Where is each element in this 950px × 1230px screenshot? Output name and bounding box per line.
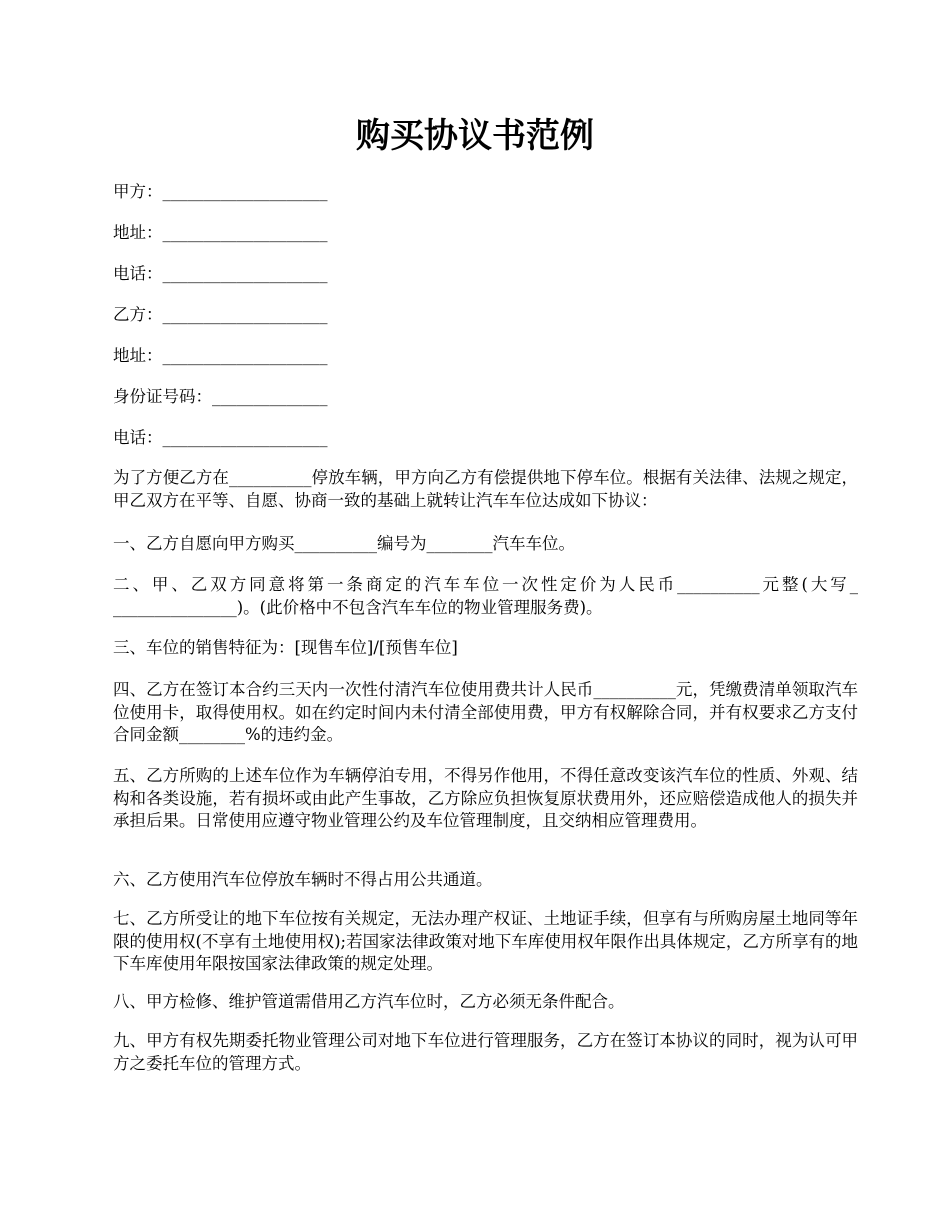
party-b-address-field: 地址：____________________ (113, 346, 328, 365)
party-a-field: 甲方：____________________ (113, 182, 328, 201)
party-a-phone-field: 电话：____________________ (113, 264, 328, 283)
clause-2: 二、甲、乙双方同意将第一条商定的汽车车位一次性定价为人民币__________元整(大写_ _______________)。(此价格中不包含汽车车位的物业管理服务费)。 (113, 575, 858, 617)
document-title: 购买协议书范例 (356, 116, 594, 156)
clause-9: 九、甲方有权先期委托物业管理公司对地下车位进行管理服务，乙方在签订本协议的同时，视为认可甲方之委托车位的管理方式。 (113, 1031, 858, 1073)
clause-8: 八、甲方检修、维护管道需借用乙方汽车位时，乙方必须无条件配合。 (113, 992, 625, 1011)
party-b-field: 乙方：____________________ (113, 305, 328, 324)
clause-1: 一、乙方自愿向甲方购买__________编号为________汽车车位。 (113, 534, 575, 553)
clause-3: 三、车位的销售特征为：[现售车位]/[预售车位] (113, 638, 458, 657)
clause-7: 七、乙方所受让的地下车位按有关规定，无法办理产权证、土地证手续，但享有与所购房屋土地同等年限的使用权(不享有土地使用权);若国家法律政策对地下车库使用权年限作出具体规定，乙方所享有的地下车库使用年限按国家法律政策的规定处理。 (113, 909, 858, 973)
party-b-phone-field: 电话：____________________ (113, 428, 328, 447)
party-a-address-field: 地址：____________________ (113, 223, 328, 242)
party-b-id-number-field: 身份证号码：______________ (113, 387, 328, 406)
clause-5: 五、乙方所购的上述车位作为车辆停泊专用，不得另作他用，不得任意改变该汽车位的性质、外观、结构和各类设施，若有损坏或由此产生事故，乙方除应负担恢复原状费用外，还应赔偿造成他人的损失并承担后果。日常使用应遵守物业管理公约及车位管理制度，且交纳相应管理费用。 (113, 766, 858, 830)
clause-4: 四、乙方在签订本合约三天内一次性付清汽车位使用费共计人民币__________元，凭缴费清单领取汽车位使用卡，取得使用权。如在约定时间内未付清全部使用费，甲方有权解除合同，并有权要求乙方支付合同金额________%的违约金。 (113, 680, 858, 744)
preamble-paragraph: 为了方便乙方在__________停放车辆，甲方向乙方有偿提供地下停车位。根据有关法律、法规之规定，甲乙双方在平等、自愿、协商一致的基础上就转让汽车车位达成如下协议： (113, 468, 858, 510)
clause-6: 六、乙方使用汽车位停放车辆时不得占用公共通道。 (113, 870, 493, 889)
